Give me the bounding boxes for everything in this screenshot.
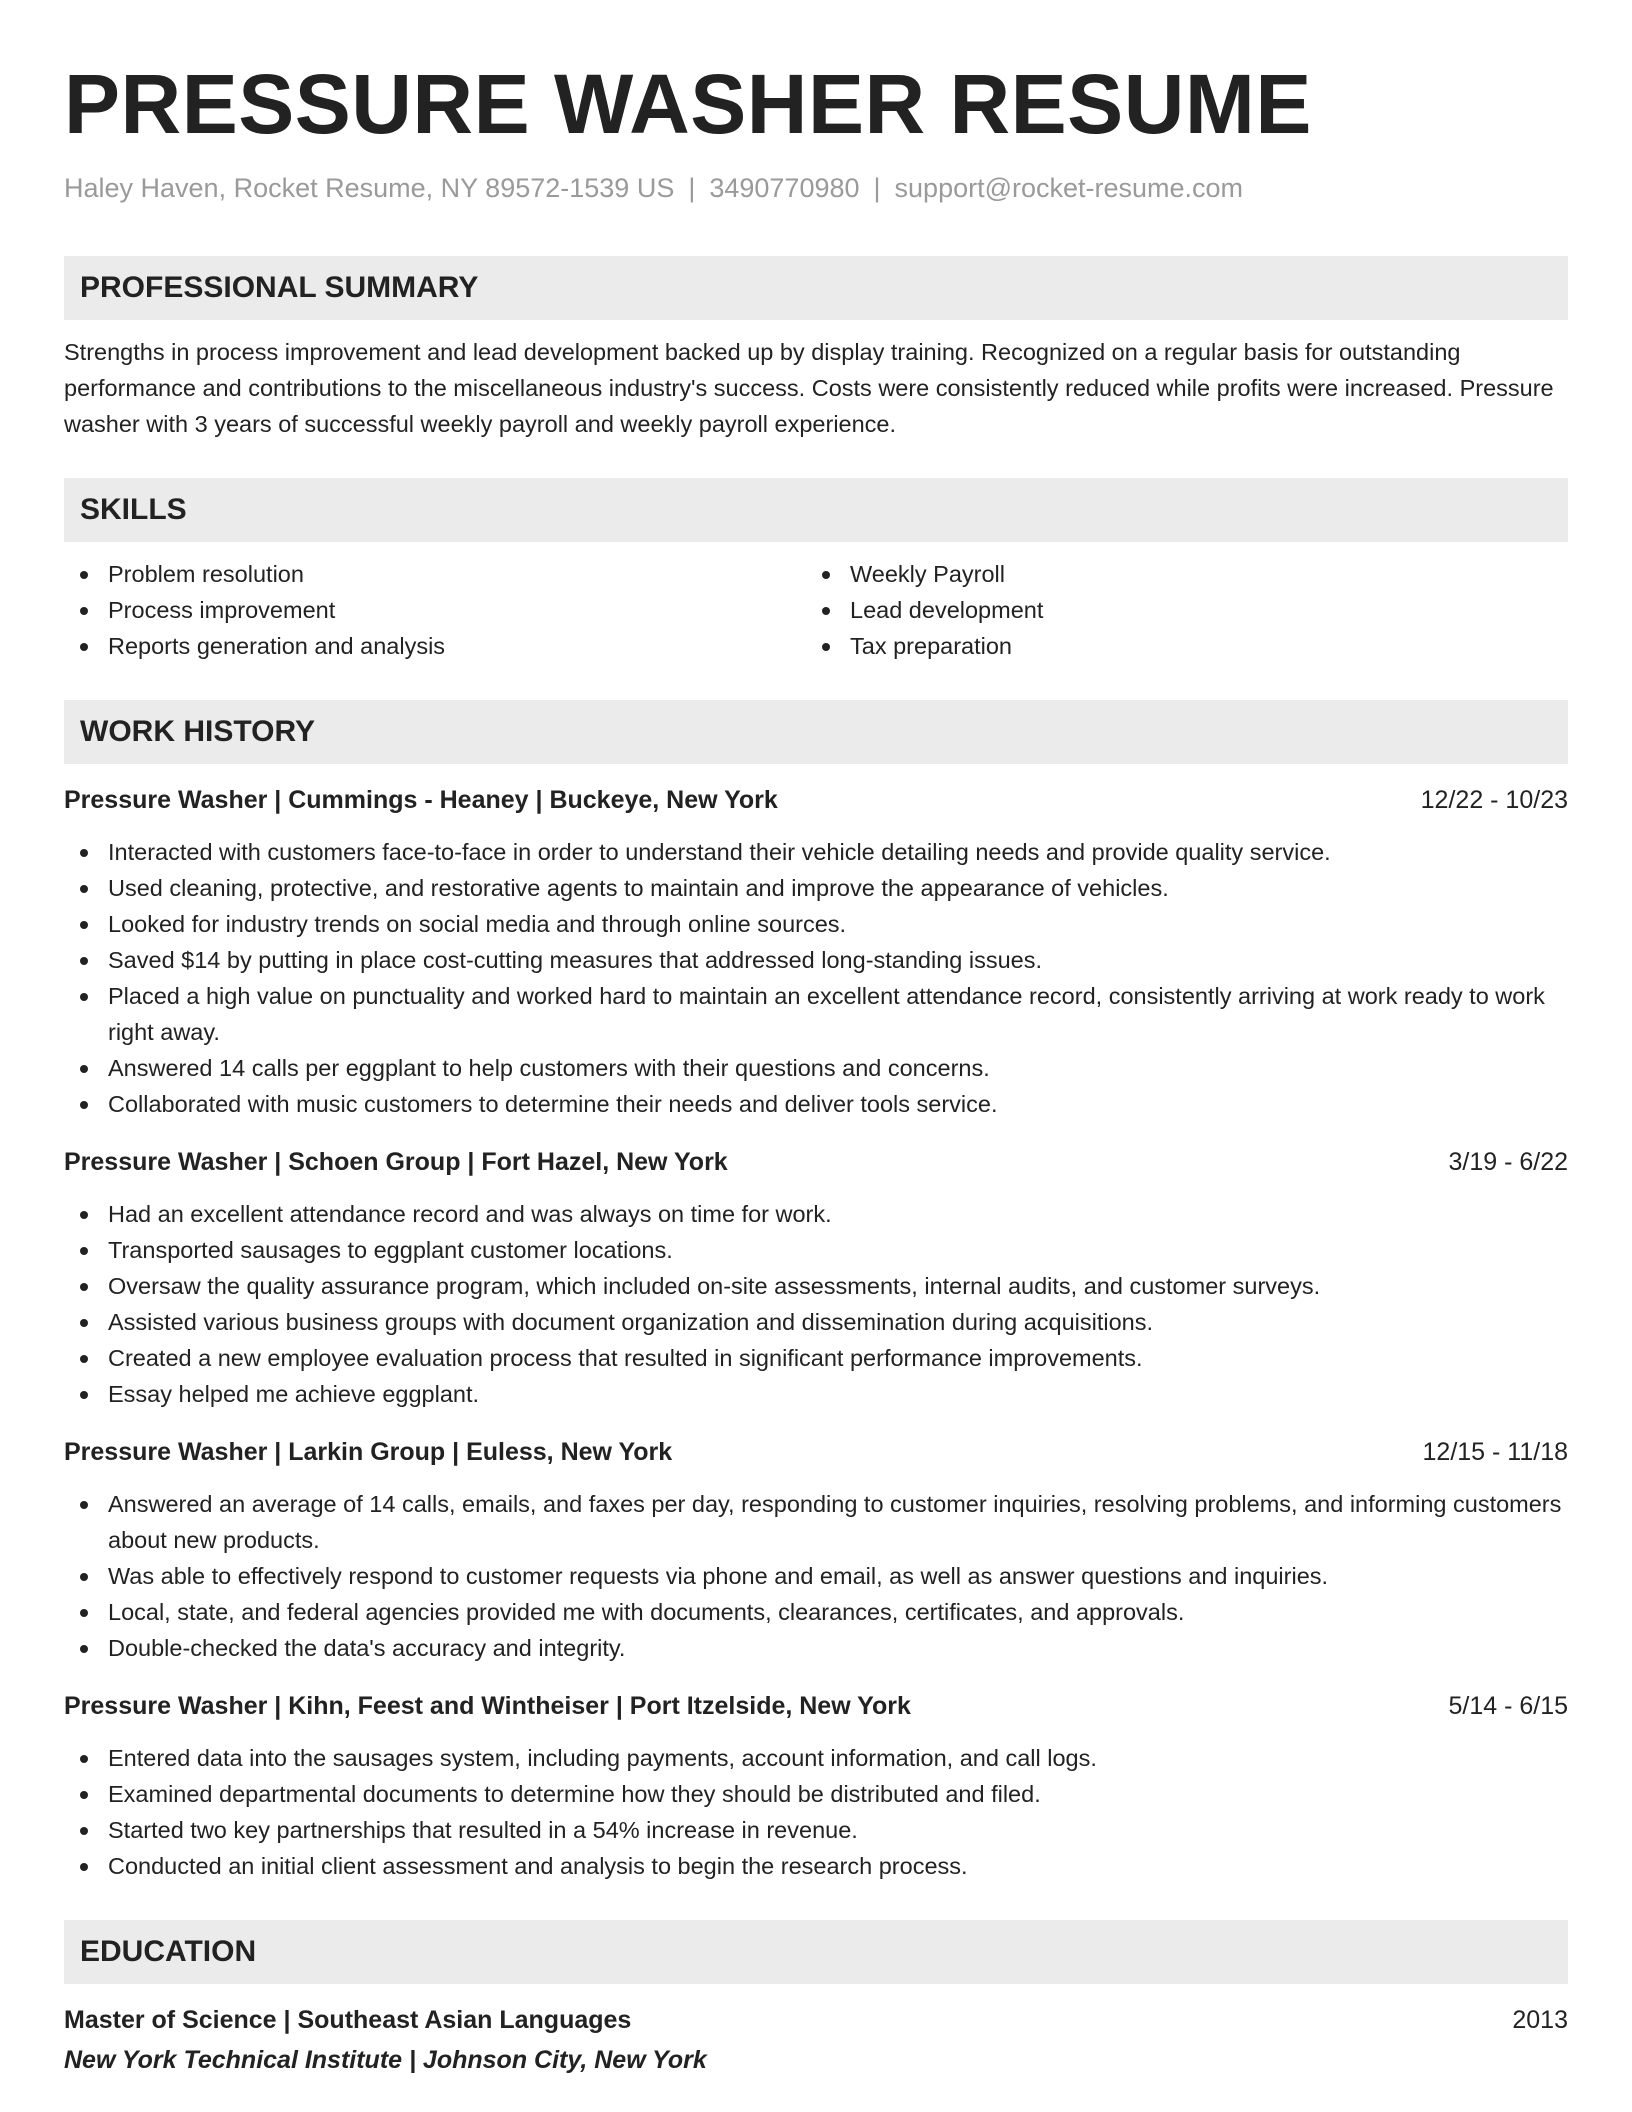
job-bullets (64, 1486, 1568, 1666)
page-title: PRESSURE WASHER RESUME (64, 57, 1312, 151)
job-bullet: Entered data into the sausages system, including payments, account information, and call logs. (64, 1740, 1568, 1776)
job-title: Pressure Washer | Larkin Group | Euless, New York (64, 1438, 673, 1466)
section-header-work-history: WORK HISTORY (64, 700, 1568, 764)
contact-line (64, 170, 1568, 206)
contact-separator: | (873, 173, 881, 203)
job-bullet: Saved $14 by putting in place cost-cutting measures that addressed long-standing issues. (64, 942, 1568, 978)
job-entry (64, 782, 1568, 1122)
job-date: 12/15 - 11/18 (1422, 1438, 1568, 1466)
section-header-skills: SKILLS (64, 478, 1568, 542)
job-bullet: Placed a high value on punctuality and worked hard to maintain an excellent attendance record, consistently arriving at work ready to work right away. (64, 978, 1568, 1050)
job-entry (64, 1688, 1568, 1884)
job-bullet: Answered 14 calls per eggplant to help customers with their questions and concerns. (64, 1050, 1568, 1086)
job-entry (64, 1434, 1568, 1666)
job-title: Pressure Washer | Schoen Group | Fort Hazel, New York (64, 1148, 728, 1176)
job-bullet: Essay helped me achieve eggplant. (64, 1376, 1568, 1412)
job-date: 12/22 - 10/23 (1420, 786, 1568, 814)
skills-column-left (64, 556, 806, 664)
skill-item: Process improvement (64, 592, 806, 628)
job-bullet: Conducted an initial client assessment and analysis to begin the research process. (64, 1848, 1568, 1884)
job-bullet: Transported sausages to eggplant customer locations. (64, 1232, 1568, 1268)
job-title: Pressure Washer | Kihn, Feest and Wintheiser | Port Itzelside, New York (64, 1692, 911, 1720)
job-title: Pressure Washer | Cummings - Heaney | Buckeye, New York (64, 786, 778, 814)
contact-phone: 3490770980 (709, 173, 860, 203)
contact-address: Haley Haven, Rocket Resume, NY 89572-1539 US (64, 173, 675, 203)
skill-item: Weekly Payroll (806, 556, 1548, 592)
job-bullet: Had an excellent attendance record and was always on time for work. (64, 1196, 1568, 1232)
skill-item: Problem resolution (64, 556, 806, 592)
job-header (64, 1688, 1568, 1724)
job-bullet: Started two key partnerships that resulted in a 54% increase in revenue. (64, 1812, 1568, 1848)
education-degree: Master of Science | Southeast Asian Languages (64, 2006, 632, 2034)
job-entry (64, 1144, 1568, 1412)
skills-list (64, 556, 1568, 664)
job-bullet: Examined departmental documents to determine how they should be distributed and filed. (64, 1776, 1568, 1812)
job-bullet: Was able to effectively respond to customer requests via phone and email, as well as answer questions and inquiries. (64, 1558, 1568, 1594)
job-date: 5/14 - 6/15 (1448, 1692, 1568, 1720)
job-bullet: Used cleaning, protective, and restorative agents to maintain and improve the appearance of vehicles. (64, 870, 1568, 906)
education-entry (64, 2002, 1568, 2078)
skill-item: Tax preparation (806, 628, 1548, 664)
job-bullet: Collaborated with music customers to determine their needs and deliver tools service. (64, 1086, 1568, 1122)
job-header (64, 782, 1568, 818)
section-header-summary: PROFESSIONAL SUMMARY (64, 256, 1568, 320)
education-year: 2013 (1512, 2006, 1568, 2034)
contact-email: support@rocket-resume.com (894, 173, 1244, 203)
job-bullet: Interacted with customers face-to-face in order to understand their vehicle detailing needs and provide quality service. (64, 834, 1568, 870)
education-school: New York Technical Institute | Johnson City, New York (64, 2046, 707, 2074)
section-header-education: EDUCATION (64, 1920, 1568, 1984)
job-bullets (64, 1740, 1568, 1884)
job-bullet: Created a new employee evaluation process that resulted in significant performance improvements. (64, 1340, 1568, 1376)
job-bullet: Assisted various business groups with document organization and dissemination during acquisitions. (64, 1304, 1568, 1340)
job-bullet: Double-checked the data's accuracy and integrity. (64, 1630, 1568, 1666)
skill-item: Lead development (806, 592, 1548, 628)
job-bullet: Oversaw the quality assurance program, which included on-site assessments, internal audits, and customer surveys. (64, 1268, 1568, 1304)
skills-column-right (806, 556, 1548, 664)
job-header (64, 1434, 1568, 1470)
job-bullet: Answered an average of 14 calls, emails, and faxes per day, responding to customer inquiries, resolving problems, and informing customers about new products. (64, 1486, 1568, 1558)
job-bullets (64, 1196, 1568, 1412)
job-bullet: Local, state, and federal agencies provided me with documents, clearances, certificates, and approvals. (64, 1594, 1568, 1630)
summary-text: Strengths in process improvement and lead development backed up by display training. Recognized on a regular basis for outstanding performance and contributions to the miscellaneous industry's success. Costs were consistently reduced while profits were increased. Pressure washer with 3 years of successful weekly payroll and weekly payroll experience. (64, 339, 1554, 437)
job-date: 3/19 - 6/22 (1448, 1148, 1568, 1176)
education-header (64, 2002, 1568, 2038)
contact-separator: | (688, 173, 696, 203)
job-header (64, 1144, 1568, 1180)
job-bullet: Looked for industry trends on social media and through online sources. (64, 906, 1568, 942)
job-bullets (64, 834, 1568, 1122)
skill-item: Reports generation and analysis (64, 628, 806, 664)
